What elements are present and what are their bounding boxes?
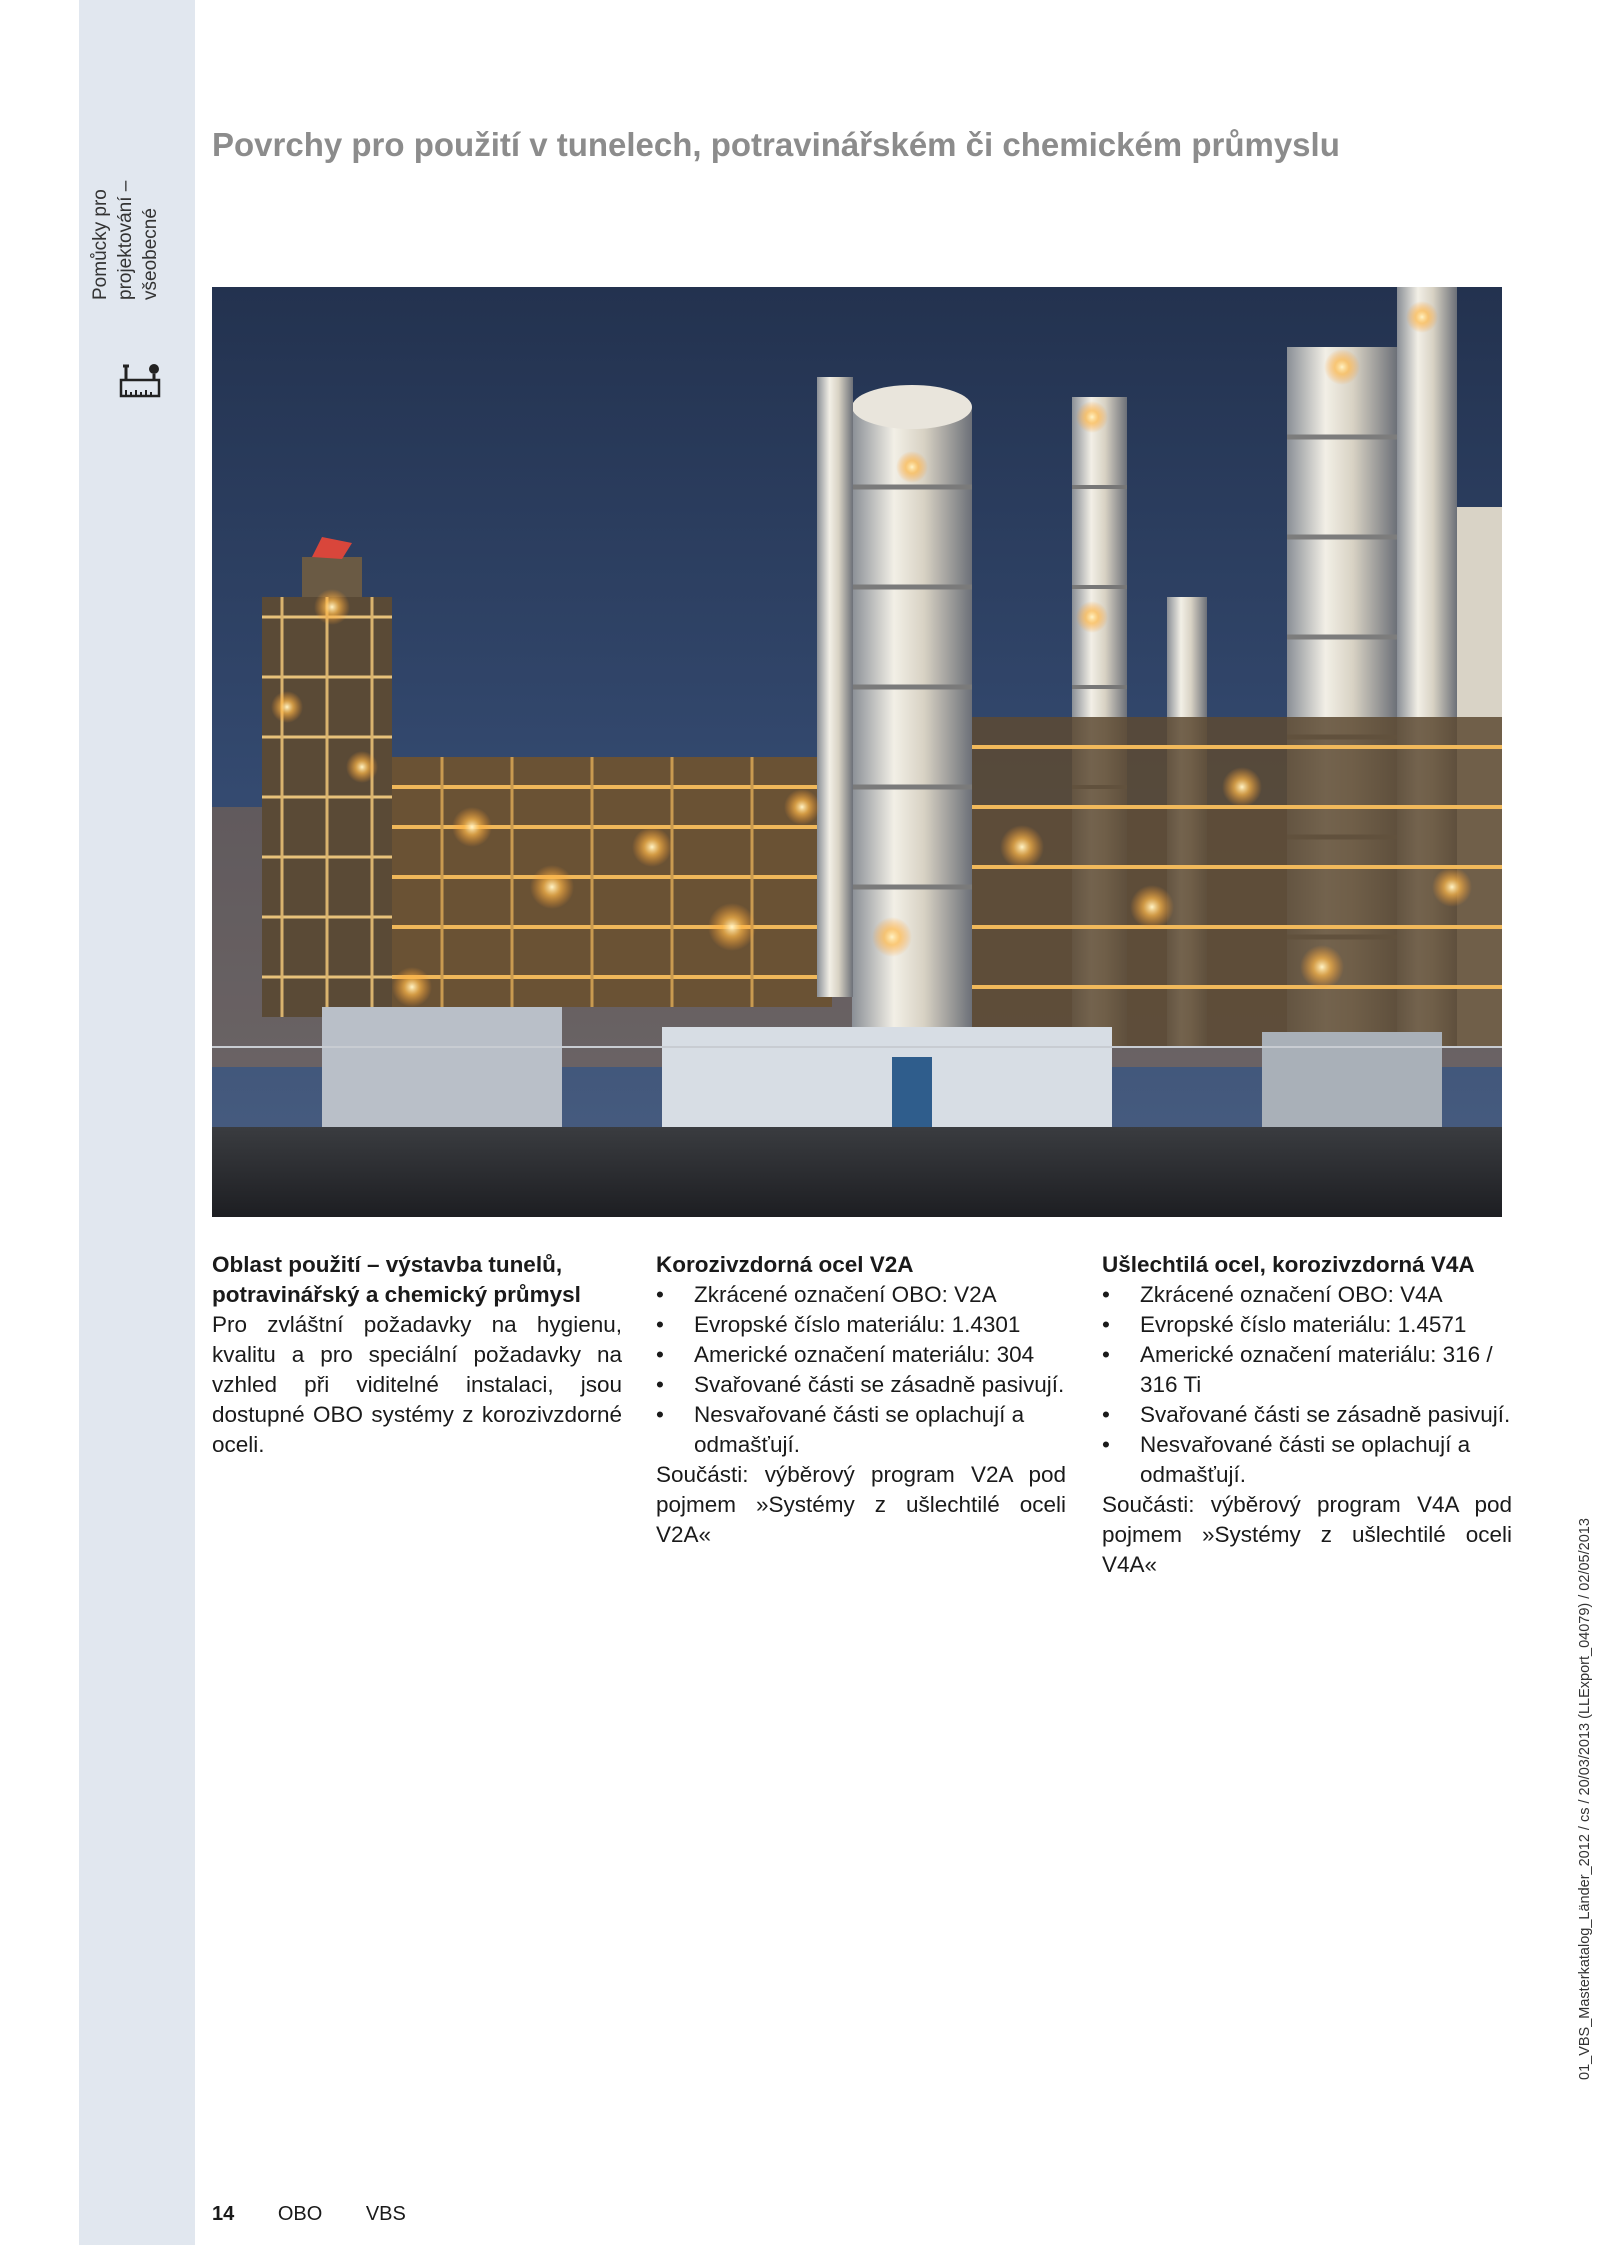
list-item: • Svařované části se zásadně pasivují. — [1102, 1400, 1512, 1430]
list-item: • Americké označení materiálu: 304 — [656, 1340, 1066, 1370]
column-note: Součásti: výběrový program V2A pod pojmem »Systémy z ušlechtilé oceli V2A« — [656, 1462, 1066, 1547]
column-heading: Ušlechtilá ocel, korozivzdorná V4A — [1102, 1252, 1475, 1277]
spec-list — [656, 1280, 1066, 1460]
list-item: • Zkrácené označení OBO: V2A — [656, 1280, 1066, 1310]
sidebar-line: všeobecné — [140, 208, 161, 300]
column-body: Pro zvláštní požadavky na hygienu, kvalitu a pro speciální požadavky na vzhled při viditelné instalaci, jsou dostupné OBO systémy z korozivzdorné oceli. — [212, 1312, 622, 1457]
footer-section: VBS — [365, 2203, 406, 2225]
page-number: 14 — [212, 2203, 235, 2225]
column-note: Součásti: výběrový program V4A pod pojmem »Systémy z ušlechtilé oceli V4A« — [1102, 1492, 1512, 1577]
list-item: • Svařované části se zásadně pasivují. — [656, 1370, 1066, 1400]
list-item: • Nesvařované části se oplachují a odmašťují. — [1102, 1430, 1512, 1490]
sidebar-section-label — [88, 40, 188, 300]
column-v2a — [656, 1250, 1066, 1550]
column-heading: Oblast použití – výstavba tunelů, potravinářský a chemický průmysl — [212, 1252, 581, 1307]
column-application-area — [212, 1250, 622, 1460]
column-v4a — [1102, 1250, 1512, 1580]
page-title: Povrchy pro použití v tunelech, potravinářském či chemickém průmyslu — [212, 126, 1340, 163]
list-item: • Evropské číslo materiálu: 1.4571 — [1102, 1310, 1512, 1340]
list-item: • Zkrácené označení OBO: V4A — [1102, 1280, 1512, 1310]
list-item: • Americké označení materiálu: 316 / 316 Ti — [1102, 1340, 1512, 1400]
tools-ruler-icon — [118, 358, 162, 402]
sidebar-line: projektování – — [115, 180, 136, 300]
print-metadata: 01_VBS_Masterkatalog_Länder_2012 / cs / 20/03/2013 (LLExport_04079) / 02/05/2013 — [1577, 1518, 1593, 2080]
list-item: • Nesvařované části se oplachují a odmašťují. — [656, 1400, 1066, 1460]
column-heading: Korozivzdorná ocel V2A — [656, 1252, 914, 1277]
sidebar-line: Pomůcky pro — [90, 189, 111, 300]
refinery-photo — [212, 287, 1502, 1217]
sidebar-band — [79, 0, 195, 2245]
spec-list — [1102, 1280, 1512, 1490]
footer-brand: OBO — [277, 2203, 323, 2225]
list-item: • Evropské číslo materiálu: 1.4301 — [656, 1310, 1066, 1340]
page-footer — [212, 2203, 406, 2226]
